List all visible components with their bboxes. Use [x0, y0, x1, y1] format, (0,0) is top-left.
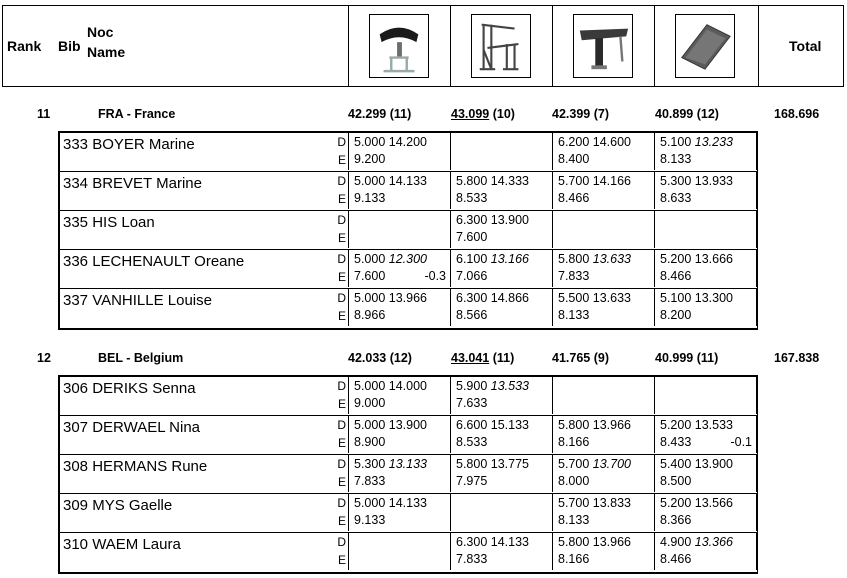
e-score: 8.433	[660, 435, 692, 449]
e-score: 7.833	[354, 474, 386, 488]
e-score: 8.166	[558, 552, 590, 566]
e-score: 8.466	[660, 552, 692, 566]
final-score: 14.133	[388, 174, 427, 188]
de-labels	[337, 494, 349, 531]
athlete-name: 335 HIS Loan	[63, 214, 155, 231]
d-score: 5.000	[354, 252, 386, 266]
e-score: 8.966	[354, 308, 386, 322]
floor-score-cell	[655, 133, 757, 170]
team-beam-score: 42.399 (7)	[552, 107, 609, 121]
vault-score-cell	[349, 133, 451, 170]
e-score: 8.133	[558, 308, 590, 322]
vault-score-cell	[349, 533, 451, 570]
e-score: 8.400	[558, 152, 590, 166]
vault-score-cell	[349, 416, 451, 453]
e-label: E	[337, 153, 346, 167]
e-label: E	[337, 553, 346, 567]
d-score: 5.000	[354, 379, 386, 393]
floor-score-cell	[655, 377, 757, 414]
final-score: 13.233	[694, 135, 733, 149]
e-score: 8.566	[456, 308, 488, 322]
e-label: E	[337, 397, 346, 411]
team-floor-score: 40.999 (11)	[655, 351, 719, 365]
athlete-table	[58, 375, 758, 574]
team-vault-score: 42.299 (11)	[348, 107, 412, 121]
d-score: 5.000	[354, 496, 386, 510]
athlete-row	[60, 377, 757, 416]
team-noc: BEL - Belgium	[98, 351, 184, 365]
de-labels	[337, 172, 349, 209]
final-score: 13.633	[592, 252, 631, 266]
vault-score-cell	[349, 172, 451, 209]
e-score: 8.533	[456, 191, 488, 205]
e-score: 8.466	[558, 191, 590, 205]
e-score: 9.133	[354, 513, 386, 527]
e-label: E	[337, 436, 346, 450]
floor-score-cell	[655, 416, 757, 453]
noc-header: Noc	[87, 24, 114, 40]
beam-score-cell	[553, 211, 655, 248]
final-score: 14.133	[388, 496, 427, 510]
name-header: Name	[87, 44, 126, 60]
athlete-name: 334 BREVET Marine	[63, 175, 202, 192]
uneven-bars-icon	[471, 14, 531, 78]
final-score: 13.933	[694, 174, 733, 188]
bib-header: Bib	[58, 38, 81, 54]
d-score: 5.200	[660, 252, 692, 266]
e-score: 7.833	[456, 552, 488, 566]
final-score: 13.300	[694, 291, 733, 305]
d-label: D	[337, 291, 346, 305]
team-row	[0, 107, 847, 125]
d-score: 5.200	[660, 418, 692, 432]
d-label: D	[337, 457, 346, 471]
team-beam-score: 41.765 (9)	[552, 351, 609, 365]
d-score: 5.000	[354, 291, 386, 305]
e-score: 7.633	[456, 396, 488, 410]
d-score: 5.300	[354, 457, 386, 471]
d-label: D	[337, 135, 346, 149]
d-score: 4.900	[660, 535, 692, 549]
e-score: 8.500	[660, 474, 692, 488]
e-score: 8.633	[660, 191, 692, 205]
floor-score-cell	[655, 494, 757, 531]
final-score: 13.900	[490, 213, 529, 227]
d-score: 6.300	[456, 535, 488, 549]
final-score: 13.833	[592, 496, 631, 510]
athlete-row	[60, 416, 757, 455]
final-score: 13.533	[490, 379, 529, 393]
d-score: 5.100	[660, 291, 692, 305]
final-score: 13.566	[694, 496, 733, 510]
vault-score-cell	[349, 211, 451, 248]
balance-beam-icon	[573, 14, 633, 78]
team-noc: FRA - France	[98, 107, 176, 121]
de-labels	[337, 416, 349, 453]
team-rank: 12	[37, 351, 51, 365]
d-score: 6.300	[456, 213, 488, 227]
d-label: D	[337, 252, 346, 266]
rank-header: Rank	[7, 38, 42, 54]
floor-score-cell	[655, 533, 757, 570]
final-score: 13.900	[694, 457, 733, 471]
beam-score-cell	[553, 289, 655, 326]
athlete-row	[60, 455, 757, 494]
final-score: 13.966	[592, 418, 631, 432]
d-score: 5.700	[558, 457, 590, 471]
d-score: 5.800	[558, 535, 590, 549]
bars-score-cell	[451, 211, 553, 248]
vault-score-cell	[349, 455, 451, 492]
final-score: 14.166	[592, 174, 631, 188]
vault-icon	[369, 14, 429, 78]
d-score: 5.900	[456, 379, 488, 393]
floor-score-cell	[655, 172, 757, 209]
e-score: 7.833	[558, 269, 590, 283]
d-score: 5.800	[558, 418, 590, 432]
de-labels	[337, 533, 349, 570]
final-score: 13.666	[694, 252, 733, 266]
final-score: 13.966	[388, 291, 427, 305]
e-label: E	[337, 192, 346, 206]
e-score: 8.366	[660, 513, 692, 527]
final-score: 13.900	[388, 418, 427, 432]
bars-score-cell	[451, 533, 553, 570]
d-score: 5.500	[558, 291, 590, 305]
bars-score-cell	[451, 494, 553, 531]
bars-score-cell	[451, 416, 553, 453]
final-score: 12.300	[388, 252, 427, 266]
e-score: 8.533	[456, 435, 488, 449]
floor-score-cell	[655, 211, 757, 248]
final-score: 14.333	[490, 174, 529, 188]
final-score: 14.600	[592, 135, 631, 149]
athlete-name: 306 DERIKS Senna	[63, 380, 196, 397]
e-score: 8.133	[558, 513, 590, 527]
de-labels	[337, 133, 349, 170]
athlete-name: 309 MYS Gaelle	[63, 497, 173, 514]
e-score: 7.600	[354, 269, 386, 283]
d-score: 6.600	[456, 418, 488, 432]
d-score: 5.700	[558, 174, 590, 188]
e-score: 8.000	[558, 474, 590, 488]
d-score: 5.200	[660, 496, 692, 510]
e-score: 8.200	[660, 308, 692, 322]
d-score: 6.200	[558, 135, 590, 149]
final-score: 14.000	[388, 379, 427, 393]
d-score: 5.800	[456, 457, 488, 471]
athlete-row	[60, 533, 757, 572]
team-row	[0, 351, 847, 369]
athlete-row	[60, 211, 757, 250]
vault-score-cell	[349, 494, 451, 531]
beam-score-cell	[553, 455, 655, 492]
d-score: 5.800	[456, 174, 488, 188]
e-score: 9.200	[354, 152, 386, 166]
athlete-name: 333 BOYER Marine	[63, 136, 195, 153]
e-label: E	[337, 270, 346, 284]
e-score: 7.975	[456, 474, 488, 488]
penalty: -0.3	[424, 269, 446, 283]
team-floor-score: 40.899 (12)	[655, 107, 719, 121]
d-label: D	[337, 174, 346, 188]
final-score: 13.166	[490, 252, 529, 266]
e-label: E	[337, 309, 346, 323]
results-header	[2, 5, 844, 87]
e-score: 8.900	[354, 435, 386, 449]
beam-score-cell	[553, 533, 655, 570]
athlete-name: 310 WAEM Laura	[63, 536, 181, 553]
beam-score-cell	[553, 250, 655, 287]
e-score: 8.166	[558, 435, 590, 449]
floor-score-cell	[655, 455, 757, 492]
e-label: E	[337, 231, 346, 245]
e-score: 7.066	[456, 269, 488, 283]
total-header: Total	[789, 38, 822, 54]
floor-score-cell	[655, 289, 757, 326]
athlete-row	[60, 494, 757, 533]
team-bars-score: 43.099 (10)	[451, 107, 515, 121]
de-labels	[337, 377, 349, 414]
de-labels	[337, 211, 349, 248]
e-score: 8.133	[660, 152, 692, 166]
final-score: 13.366	[694, 535, 733, 549]
bars-score-cell	[451, 250, 553, 287]
de-labels	[337, 455, 349, 492]
d-score: 5.000	[354, 418, 386, 432]
athlete-name: 336 LECHENAULT Oreane	[63, 253, 245, 270]
beam-score-cell	[553, 494, 655, 531]
athlete-name: 308 HERMANS Rune	[63, 458, 208, 475]
d-score: 5.100	[660, 135, 692, 149]
floor-exercise-icon	[675, 14, 735, 78]
d-score: 5.400	[660, 457, 692, 471]
d-score: 5.800	[558, 252, 590, 266]
athlete-name: 337 VANHILLE Louise	[63, 292, 212, 309]
beam-score-cell	[553, 133, 655, 170]
e-label: E	[337, 514, 346, 528]
e-score: 9.133	[354, 191, 386, 205]
d-label: D	[337, 213, 346, 227]
e-score: 8.466	[660, 269, 692, 283]
beam-score-cell	[553, 377, 655, 414]
vault-score-cell	[349, 250, 451, 287]
final-score: 14.200	[388, 135, 427, 149]
athlete-row	[60, 289, 757, 328]
athlete-name: 307 DERWAEL Nina	[63, 419, 201, 436]
final-score: 15.133	[490, 418, 529, 432]
bars-score-cell	[451, 455, 553, 492]
team-bars-score: 43.041 (11)	[451, 351, 515, 365]
de-labels	[337, 289, 349, 326]
final-score: 13.533	[694, 418, 733, 432]
d-score: 5.300	[660, 174, 692, 188]
team-rank: 11	[37, 107, 51, 121]
final-score: 13.775	[490, 457, 529, 471]
athlete-row	[60, 133, 757, 172]
d-score: 6.100	[456, 252, 488, 266]
athlete-row	[60, 250, 757, 289]
e-label: E	[337, 475, 346, 489]
vault-score-cell	[349, 289, 451, 326]
d-label: D	[337, 496, 346, 510]
d-label: D	[337, 418, 346, 432]
de-labels	[337, 250, 349, 287]
team-vault-score: 42.033 (12)	[348, 351, 412, 365]
e-score: 7.600	[456, 230, 488, 244]
penalty: -0.1	[730, 435, 752, 449]
final-score: 14.866	[490, 291, 529, 305]
vault-score-cell	[349, 377, 451, 414]
bars-score-cell	[451, 133, 553, 170]
beam-score-cell	[553, 416, 655, 453]
e-score: 9.000	[354, 396, 386, 410]
bars-score-cell	[451, 377, 553, 414]
d-score: 5.000	[354, 174, 386, 188]
d-label: D	[337, 379, 346, 393]
beam-score-cell	[553, 172, 655, 209]
d-score: 6.300	[456, 291, 488, 305]
final-score: 13.700	[592, 457, 631, 471]
final-score: 13.133	[388, 457, 427, 471]
team-total: 168.696	[774, 107, 820, 121]
athlete-row	[60, 172, 757, 211]
team-total: 167.838	[774, 351, 820, 365]
floor-score-cell	[655, 250, 757, 287]
final-score: 13.633	[592, 291, 631, 305]
final-score: 14.133	[490, 535, 529, 549]
athlete-table	[58, 131, 758, 330]
bars-score-cell	[451, 289, 553, 326]
final-score: 13.966	[592, 535, 631, 549]
bars-score-cell	[451, 172, 553, 209]
d-score: 5.000	[354, 135, 386, 149]
d-score: 5.700	[558, 496, 590, 510]
d-label: D	[337, 535, 346, 549]
